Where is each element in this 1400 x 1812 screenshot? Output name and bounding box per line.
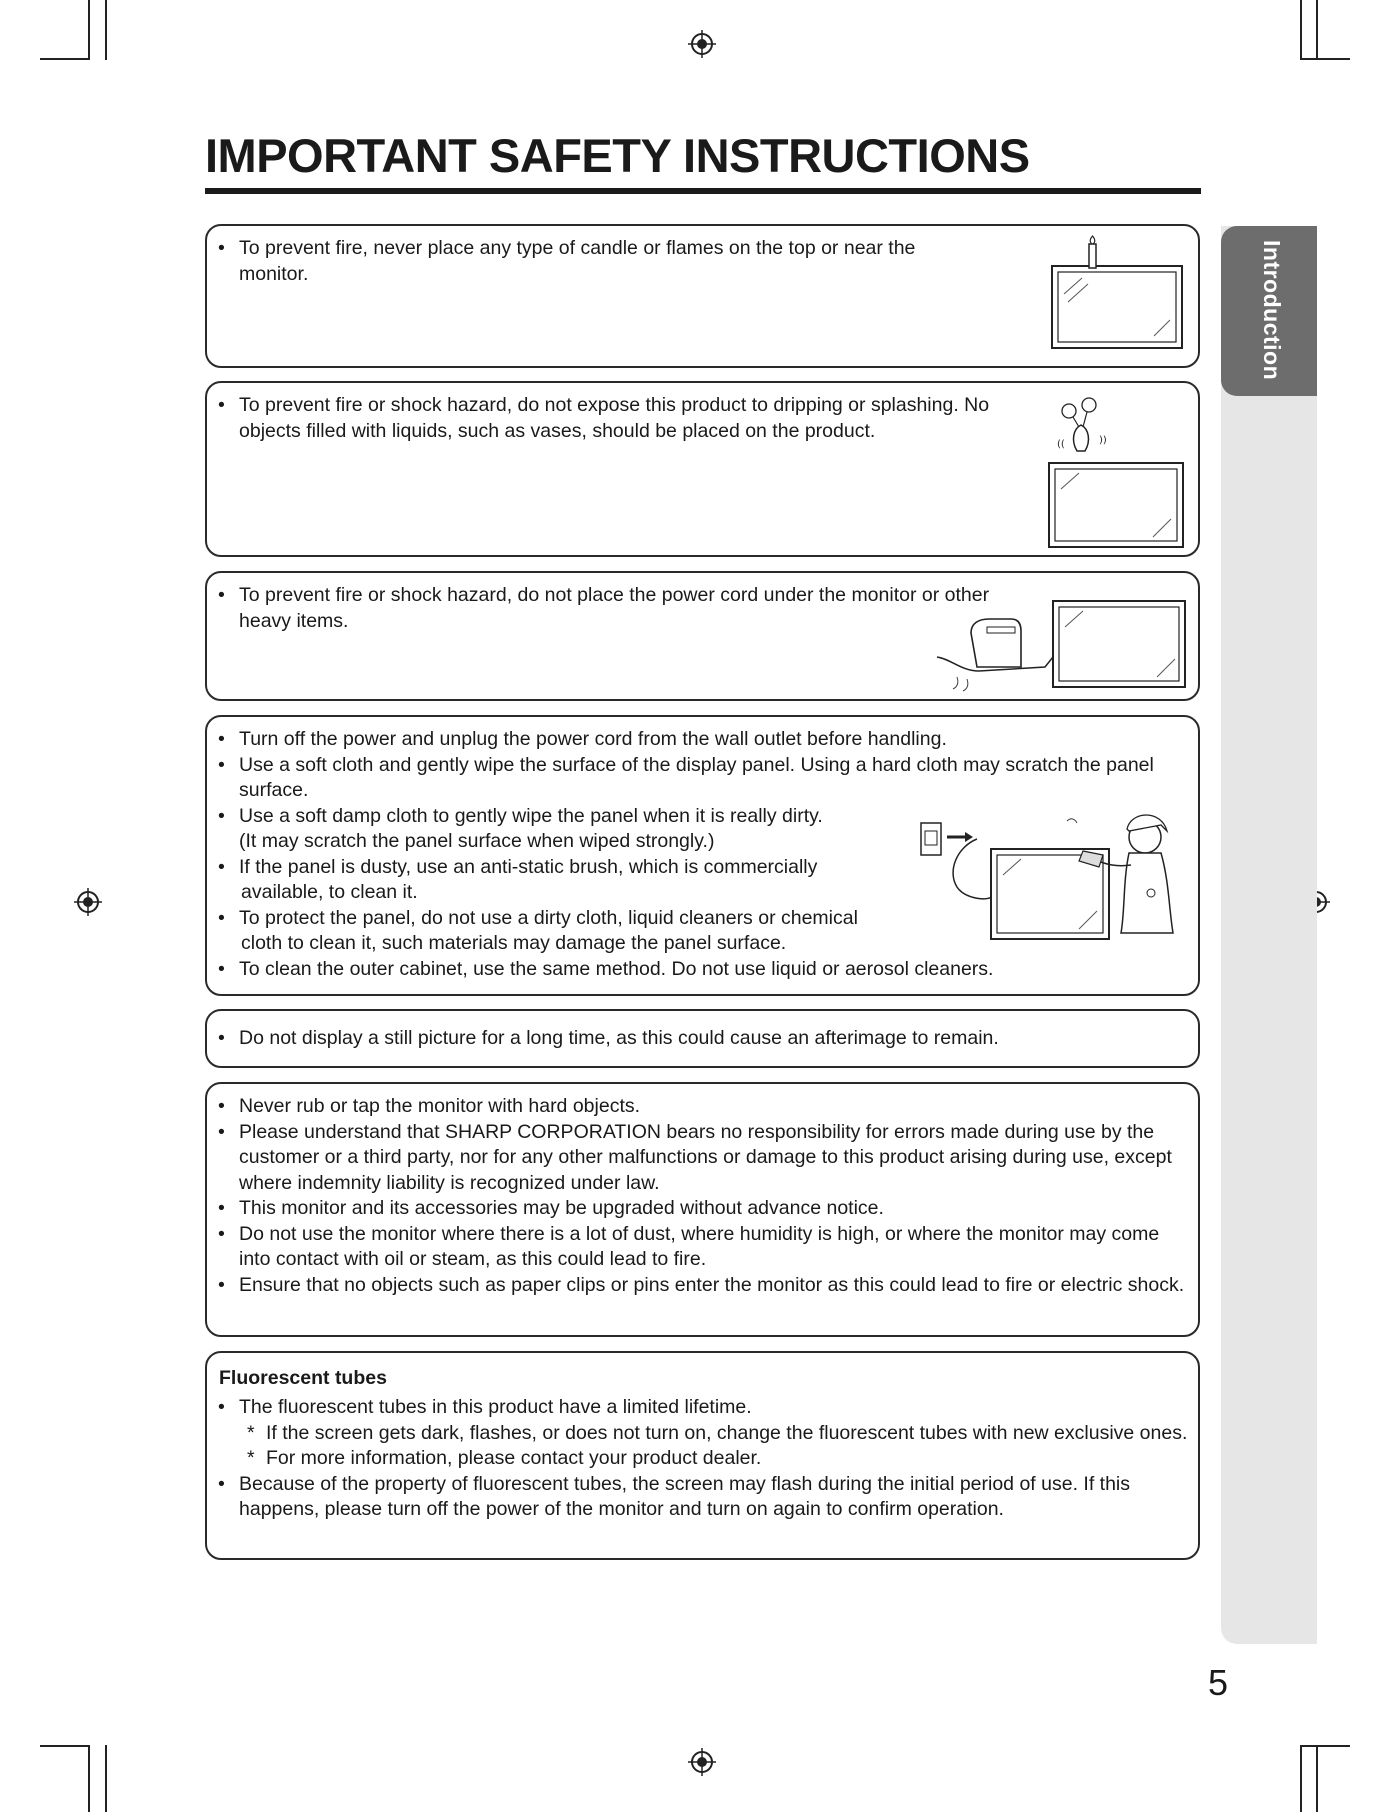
safety-box-candle: [205, 224, 1200, 368]
page-number: 5: [1208, 1662, 1229, 1703]
list-item: • Use a soft damp cloth to gently wipe the panel when it is really dirty.: [207, 804, 1178, 830]
list-item: • Never rub or tap the monitor with hard objects.: [207, 1094, 1186, 1120]
crop-mark-top-left: [88, 0, 90, 60]
cleaning-monitor-illustration: [917, 801, 1197, 951]
safety-box-cleaning: [205, 715, 1200, 996]
crop-mark-top-right-h: [1300, 58, 1350, 60]
safety-box-still-picture: [205, 1009, 1200, 1068]
list-item: • This monitor and its accessories may be upgraded without advance notice.: [207, 1196, 1186, 1222]
list-subitem: * For more information, please contact your product dealer.: [207, 1446, 1190, 1472]
list-item-continuation: available, to clean it.: [241, 881, 418, 903]
list-item: • Because of the property of fluorescent tubes, the screen may flash during the initial period of use. If this happens, please turn off the power of the monitor and turn on again to confirm operation.: [207, 1472, 1190, 1523]
crop-mark-bottom-right-2: [1316, 1745, 1318, 1812]
list-item-continuation: (It may scratch the panel surface when wiped strongly.): [239, 830, 715, 852]
page-title: IMPORTANT SAFETY INSTRUCTIONS: [205, 129, 1030, 182]
crop-mark-bottom-left-2: [105, 1745, 107, 1812]
section-tab-label: Introduction: [1259, 240, 1285, 381]
safety-box-power-cord: [205, 571, 1200, 701]
list-item: • Turn off the power and unplug the power cord from the wall outlet before handling.: [207, 727, 1178, 753]
list-item: • The fluorescent tubes in this product have a limited lifetime.: [207, 1395, 1190, 1421]
safety-box-general: [205, 1082, 1200, 1337]
list-item: • Please understand that SHARP CORPORATION bears no responsibility for errors made during use by the customer or a third party, nor for any other malfunctions or damage to this product arising during use, except where indemnity liability is recognized under law.: [207, 1120, 1186, 1197]
crop-mark-top-right: [1300, 0, 1302, 60]
list-item: • To prevent fire or shock hazard, do not expose this product to dripping or splashing. No objects filled with liquids, such as vases, should be placed on the product.: [207, 393, 1038, 444]
list-item: • Do not use the monitor where there is a lot of dust, where humidity is high, or where the monitor may come into contact with oil or steam, as this could lead to fire.: [207, 1222, 1186, 1273]
crop-mark-top-right-2: [1316, 0, 1318, 60]
list-subitem: * If the screen gets dark, flashes, or does not turn on, change the fluorescent tubes with new exclusive ones.: [207, 1421, 1190, 1447]
safety-box-fluorescent-tubes: [205, 1351, 1200, 1560]
monitor-with-candle-illustration: [1042, 234, 1187, 362]
list-item: • Ensure that no objects such as paper clips or pins enter the monitor as this could lead to fire or electric shock.: [207, 1273, 1186, 1299]
crop-mark-bottom-right: [1300, 1745, 1302, 1812]
title-underline: [205, 188, 1201, 194]
registration-mark-left: [74, 888, 102, 916]
list-item-continuation: cloth to clean it, such materials may damage the panel surface.: [241, 932, 787, 954]
registration-mark-top: [688, 30, 716, 58]
crop-mark-bottom-left: [88, 1745, 90, 1812]
heavy-item-on-power-cord-illustration: [927, 597, 1187, 697]
crop-mark-bottom-left-h: [40, 1745, 90, 1747]
side-strip: [1221, 226, 1317, 1644]
svg-text:((: ((: [1057, 439, 1065, 450]
list-item: • Do not display a still picture for a long time, as this could cause an afterimage to remain.: [207, 1026, 1198, 1052]
crop-mark-top-left-h: [40, 58, 90, 60]
list-item: • If the panel is dusty, use an anti-static brush, which is commercially: [207, 855, 1178, 881]
list-item: • To clean the outer cabinet, use the same method. Do not use liquid or aerosol cleaners.: [207, 957, 1178, 983]
crop-mark-bottom-right-h: [1300, 1745, 1350, 1747]
svg-text:)): )): [1099, 435, 1107, 446]
list-item: • Use a soft cloth and gently wipe the surface of the display panel. Using a hard cloth may scratch the panel surface.: [207, 753, 1178, 804]
crop-mark-top-left-2: [105, 0, 107, 60]
monitor-with-vase-illustration: [1035, 391, 1195, 551]
list-item: • To protect the panel, do not use a dirty cloth, liquid cleaners or chemical: [207, 906, 1178, 932]
registration-mark-bottom: [688, 1748, 716, 1776]
list-item: • To prevent fire or shock hazard, do not place the power cord under the monitor or other heavy items.: [207, 583, 998, 634]
safety-box-liquids: [205, 381, 1200, 557]
list-item: • To prevent fire, never place any type of candle or flames on the top or near the monitor.: [207, 236, 983, 287]
box-heading: Fluorescent tubes: [219, 1367, 387, 1389]
